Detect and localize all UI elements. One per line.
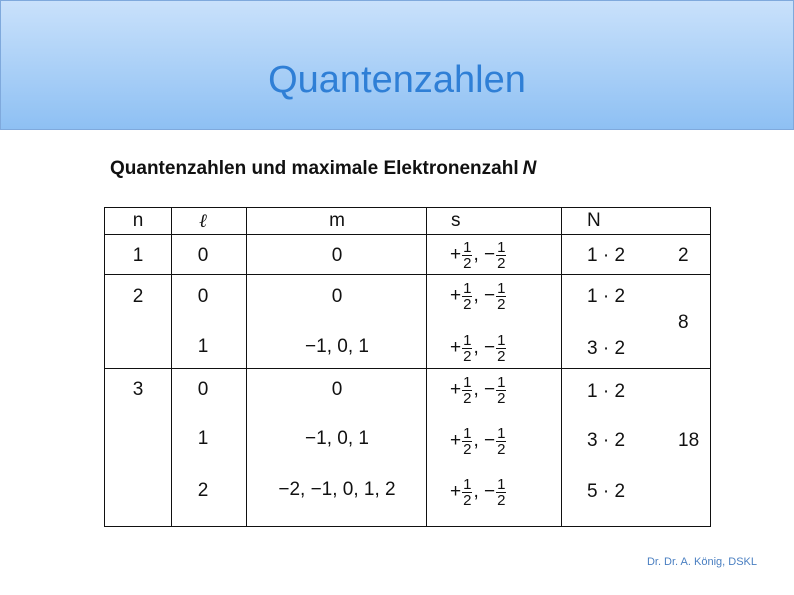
col-border-left [104,207,105,527]
table-row-3-s: + $\frac{1}{2}$ , − $\frac{1}{2}$ [450,331,506,365]
table-row-3-N: 3 · 2 [587,338,626,359]
group1-divider [104,274,711,275]
table-row-4-m: 0 [331,379,343,400]
group2-divider [104,368,711,369]
table-row-2-n: 2 [132,286,144,307]
header-divider [104,234,711,235]
table-row-2-s: + $\frac{1}{2}$ , − $\frac{1}{2}$ [450,279,506,313]
fraction-half: $\frac{1}{2}$ [463,424,472,458]
table-row-3-m: −1, 0, 1 [305,336,369,357]
header-l: ℓ [199,210,207,232]
table-row-6-N: 5 · 2 [587,481,626,502]
fraction-half: $\frac{1}{2}$ [497,331,506,365]
table-row-2-N: 1 · 2 [587,286,626,307]
footer-author: Dr. Dr. A. König, DSKL [646,556,757,568]
table-bottom-border [104,526,711,527]
slide-title: Quantenzahlen [268,59,526,101]
table-row-4-n: 3 [132,379,144,400]
header-m: m [329,210,345,231]
fraction-half: $\frac{1}{2}$ [497,238,506,272]
table-row-5-s: + $\frac{1}{2}$ , − $\frac{1}{2}$ [450,424,506,458]
col-border-s [561,207,562,527]
col-border-l [246,207,247,527]
caption-text: Quantenzahlen und maximale Elektronenzahl [110,158,519,179]
table-row-2-m: 0 [331,286,343,307]
fraction-half: $\frac{1}{2}$ [463,279,472,313]
fraction-half: $\frac{1}{2}$ [463,331,472,365]
table-top-border [104,207,711,208]
caption-variable: N [522,158,537,179]
total-shell-3: 18 [678,430,700,451]
table-row-6-s: + $\frac{1}{2}$ , − $\frac{1}{2}$ [450,475,506,509]
fraction-half: $\frac{1}{2}$ [463,373,472,407]
table-row-1-s: + $\frac{1}{2}$ , − $\frac{1}{2}$ [450,238,506,272]
fraction-half: $\frac{1}{2}$ [497,424,506,458]
fraction-half: $\frac{1}{2}$ [497,279,506,313]
header-s: s [451,210,461,231]
table-row-5-m: −1, 0, 1 [305,428,369,449]
fraction-half: $\frac{1}{2}$ [463,238,472,272]
col-border-m [426,207,427,527]
table-row-4-N: 1 · 2 [587,381,626,402]
table-row-5-N: 3 · 2 [587,430,626,451]
fraction-half: $\frac{1}{2}$ [497,475,506,509]
table-row-1-l: 0 [197,245,209,266]
fraction-half: $\frac{1}{2}$ [463,475,472,509]
table-row-4-s: + $\frac{1}{2}$ , − $\frac{1}{2}$ [450,373,506,407]
total-shell-2: 8 [678,312,689,333]
table-row-1-n: 1 [132,245,144,266]
fraction-half: $\frac{1}{2}$ [497,373,506,407]
table-row-3-l: 1 [197,336,209,357]
table-row-1-m: 0 [331,245,343,266]
col-border-right [710,207,711,527]
table-row-2-l: 0 [197,286,209,307]
header-N: N [587,210,601,231]
col-border-n [171,207,172,527]
table-row-1-N: 1 · 2 [587,245,626,266]
total-shell-1: 2 [678,245,689,266]
table-row-6-m: −2, −1, 0, 1, 2 [278,479,396,500]
table-row-6-l: 2 [197,480,209,501]
table-row-4-l: 0 [197,379,209,400]
header-n: n [132,210,144,231]
table-row-5-l: 1 [197,428,209,449]
